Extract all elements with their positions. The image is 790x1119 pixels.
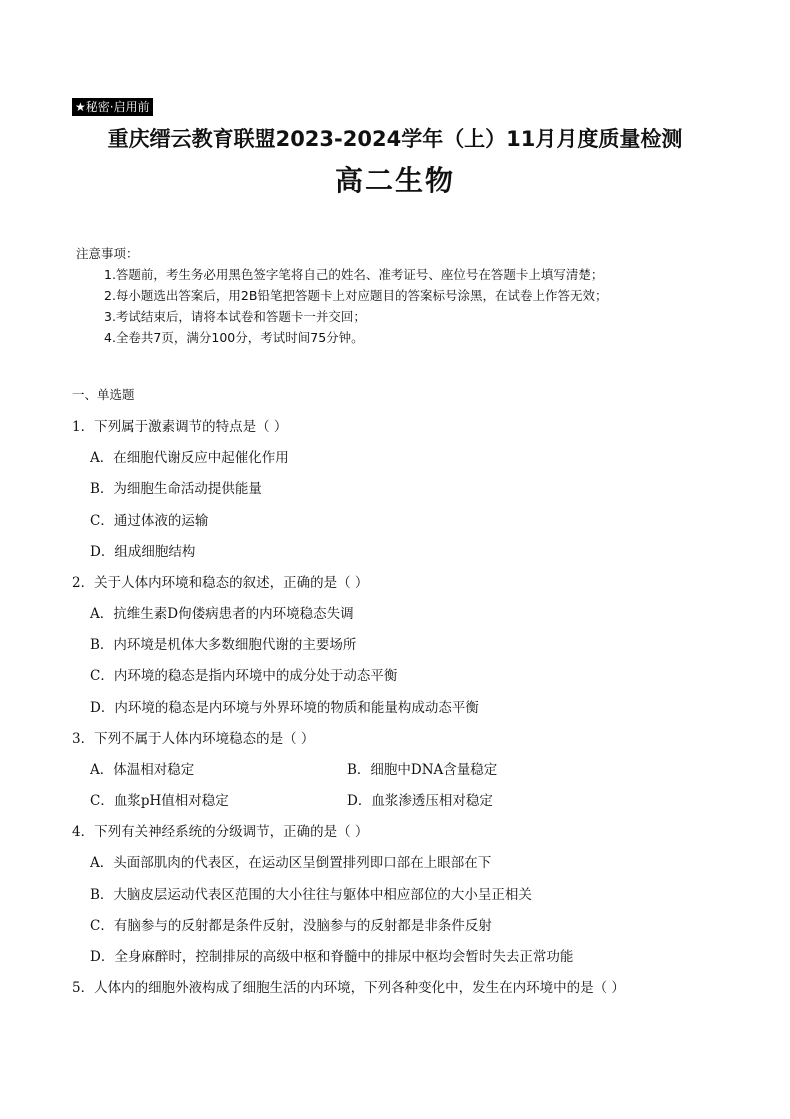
note-item: 2.每小题选出答案后，用2B铅笔把答题卡上对应题目的答案标号涂黑，在试卷上作答无效； — [104, 288, 608, 303]
question-stem: 5．人体内的细胞外液构成了细胞生活的内环境，下列各种变化中，发生在内环境中的是（ ） — [72, 980, 625, 996]
question-option: B．大脑皮层运动代表区范围的大小往往与躯体中相应部位的大小呈正相关 — [90, 887, 532, 903]
question-option: B．内环境是机体大多数细胞代谢的主要场所 — [90, 637, 357, 653]
question-option: D．内环境的稳态是内环境与外界环境的物质和能量构成动态平衡 — [90, 700, 479, 716]
question-option: B．为细胞生命活动提供能量 — [90, 481, 262, 497]
question-stem: 4．下列有关神经系统的分级调节，正确的是（ ） — [72, 824, 369, 840]
note-item: 1.答题前，考生务必用黑色签字笔将自己的姓名、准考证号、座位号在答题卡上填写清楚； — [104, 267, 604, 282]
question-stem: 1．下列属于激素调节的特点是（ ） — [72, 419, 288, 435]
question-option: C．通过体液的运输 — [90, 513, 209, 529]
subject-title: 高二生物 — [334, 164, 455, 197]
question-option: B．细胞中DNA含量稳定 — [347, 762, 498, 778]
question-stem: 3．下列不属于人体内环境稳态的是（ ） — [72, 731, 315, 747]
question-option: A．在细胞代谢反应中起催化作用 — [90, 450, 289, 466]
note-item: 3.考试结束后，请将本试卷和答题卡一并交回； — [104, 309, 366, 324]
exam-title: 重庆缙云教育联盟2023-2024学年（上）11月月度质量检测 — [107, 127, 683, 151]
question-stem: 2．关于人体内环境和稳态的叙述，正确的是（ ） — [72, 575, 369, 591]
question-option: C．有脑参与的反射都是条件反射，没脑参与的反射都是非条件反射 — [90, 918, 492, 934]
question-option: A．头面部肌肉的代表区，在运动区呈倒置排列即口部在上眼部在下 — [90, 855, 492, 871]
section-heading: 一、单选题 — [72, 387, 135, 402]
question-option: D．组成细胞结构 — [90, 544, 196, 560]
note-item: 4.全卷共7页，满分100分，考试时间75分钟。 — [104, 330, 364, 345]
question-option: A．体温相对稳定 — [90, 762, 195, 778]
notes-heading: 注意事项： — [76, 246, 139, 261]
question-option: A．抗维生素D佝偻病患者的内环境稳态失调 — [90, 606, 354, 622]
question-option: C．内环境的稳态是指内环境中的成分处于动态平衡 — [90, 668, 398, 684]
question-option: D．全身麻醉时，控制排尿的高级中枢和脊髓中的排尿中枢均会暂时失去正常功能 — [90, 949, 574, 965]
confidential-badge: ★秘密·启用前 — [72, 98, 153, 116]
question-option: C．血浆pH值相对稳定 — [90, 793, 229, 809]
question-option: D．血浆渗透压相对稳定 — [347, 793, 493, 809]
